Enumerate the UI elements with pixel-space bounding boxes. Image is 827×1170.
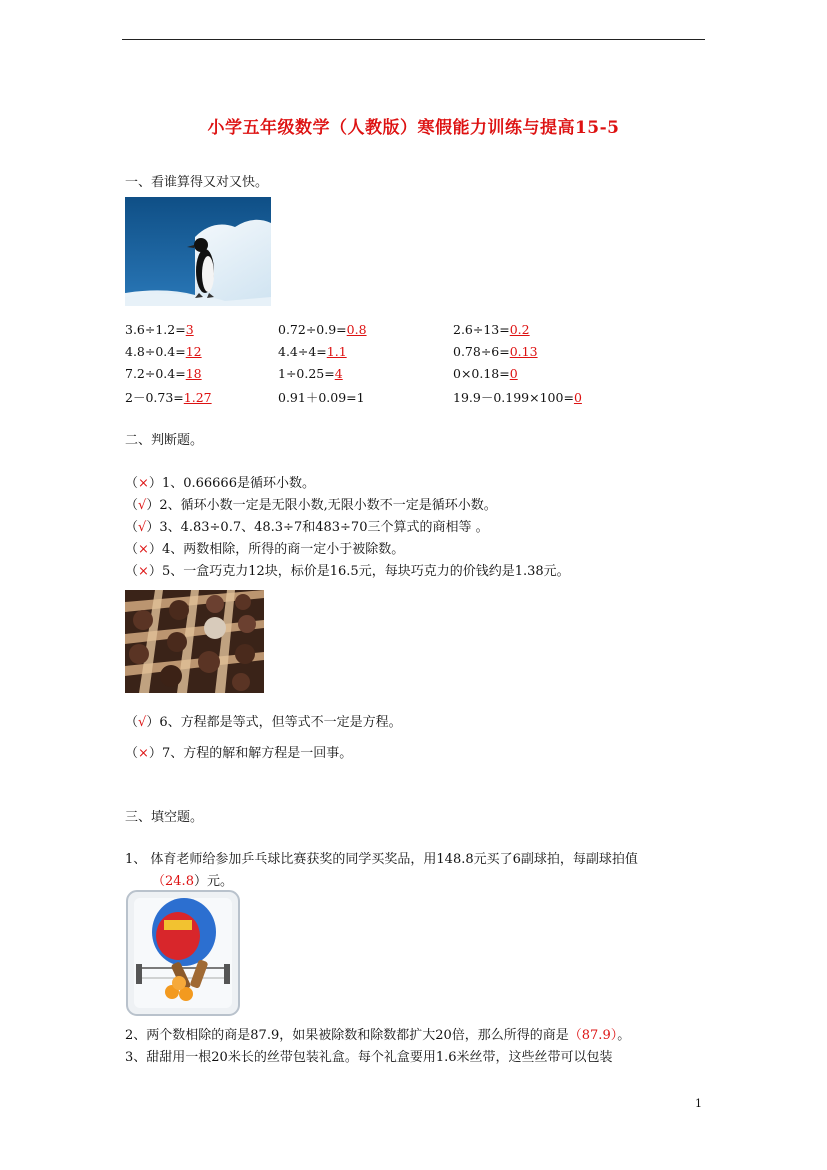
calc-question: 19.9－0.199×100=: [453, 390, 574, 405]
judge-text: 7、方程的解和解方程是一回事。: [161, 746, 353, 761]
section-3-heading: 三、填空题。: [125, 810, 204, 825]
judge-mark: √: [138, 498, 147, 513]
chocolate-box-image: [125, 590, 264, 693]
fill-answer: （87.9）: [568, 1028, 618, 1043]
calc-question: 4.8÷0.4=: [125, 344, 186, 359]
paren-close: ）: [146, 715, 160, 730]
paren-open: （: [152, 874, 166, 889]
judge-item: [125, 711, 402, 730]
paren-close: ）: [148, 746, 162, 761]
calc-answer: 0.2: [509, 322, 530, 337]
judge-text: 6、方程都是等式，但等式不一定是方程。: [159, 715, 402, 730]
calc-question: 0.91＋0.09=1: [278, 390, 365, 405]
calc-answer: 18: [185, 366, 202, 381]
section-2-heading: 二、判断题。: [125, 433, 204, 448]
judge-item: [125, 538, 404, 557]
calc-answer: 12: [185, 344, 202, 359]
fill-question-2: [125, 1024, 630, 1043]
paren-close: ）: [146, 520, 160, 535]
judge-text: 2、循环小数一定是无限小数,无限小数不一定是循环小数。: [159, 498, 497, 513]
judge-mark: ×: [138, 564, 149, 579]
calc-item: [125, 388, 212, 406]
judge-mark: ×: [138, 542, 149, 557]
calc-answer: 1.1: [326, 344, 347, 359]
ping-pong-set-image: [126, 890, 240, 1016]
page-number: 1: [695, 1097, 702, 1110]
paren-close: ）: [146, 498, 160, 513]
judge-mark: ×: [138, 476, 149, 491]
fill-question-3: 3、甜甜用一根20米长的丝带包装礼盒。每个礼盒要用1.6米丝带，这些丝带可以包装: [125, 1050, 613, 1065]
fill-answer: 24.8: [165, 874, 194, 889]
calc-question: 2.6÷13=: [453, 322, 510, 337]
fill-question-1: 1、 体育老师给参加乒乓球比赛获奖的同学买奖品，用148.8元买了6副球拍，每副球拍值: [125, 852, 638, 867]
paren-open: （: [125, 746, 139, 761]
calc-answer: 0.13: [509, 344, 538, 359]
fill-question-1-answer-line: [152, 870, 233, 889]
paren-close: ）: [148, 564, 162, 579]
judge-mark: √: [138, 520, 147, 535]
calc-question: 2－0.73=: [125, 390, 184, 405]
judge-mark: ×: [138, 746, 149, 761]
calc-item: [278, 322, 367, 337]
judge-text: 5、一盒巧克力12块，标价是16.5元，每块巧克力的价钱约是1.38元。: [161, 564, 570, 579]
calc-answer: 0.8: [346, 322, 367, 337]
judge-item: [125, 472, 315, 491]
calc-item: [278, 388, 365, 406]
calc-item: [125, 366, 202, 381]
paren-close: ）: [148, 542, 162, 557]
paren-open: （: [125, 715, 139, 730]
paren-open: （: [125, 520, 139, 535]
header-rule: [122, 39, 705, 40]
judge-item: [125, 516, 489, 535]
calc-item: [453, 366, 518, 381]
page-title: 小学五年级数学（人教版）寒假能力训练与提高15-5: [207, 118, 620, 138]
calc-answer: 3: [185, 322, 194, 337]
calc-item: [125, 322, 194, 337]
answer-suffix: ）元。: [193, 874, 233, 889]
judge-text: 1、0.66666是循环小数。: [161, 476, 315, 491]
calc-item: [278, 344, 347, 359]
judge-item: [125, 560, 570, 579]
paren-open: （: [125, 476, 139, 491]
calc-question: 7.2÷0.4=: [125, 366, 186, 381]
calc-item: [453, 344, 538, 359]
penguin-image: [125, 197, 271, 306]
question-end: 。: [617, 1028, 631, 1043]
calc-answer: 4: [334, 366, 343, 381]
paren-open: （: [125, 564, 139, 579]
paren-close: ）: [148, 476, 162, 491]
paren-open: （: [125, 542, 139, 557]
calc-item: [453, 388, 582, 406]
section-1-heading: 一、看谁算得又对又快。: [125, 175, 269, 190]
calc-question: 4.4÷4=: [278, 344, 327, 359]
question-text: 2、两个数相除的商是87.9，如果被除数和除数都扩大20倍，那么所得的商是: [125, 1028, 569, 1043]
calc-item: [278, 366, 343, 381]
paren-open: （: [125, 498, 139, 513]
calc-answer: 1.27: [183, 390, 212, 405]
calc-item: [453, 322, 530, 337]
calc-item: [125, 344, 202, 359]
calc-answer: 0: [509, 366, 518, 381]
calc-question: 0.78÷6=: [453, 344, 510, 359]
judge-text: 4、两数相除，所得的商一定小于被除数。: [161, 542, 405, 557]
judge-mark: √: [138, 715, 147, 730]
judge-item: [125, 742, 352, 761]
judge-text: 3、4.83÷0.7、48.3÷7和483÷70三个算式的商相等 。: [159, 520, 489, 535]
calc-question: 1÷0.25=: [278, 366, 335, 381]
calc-question: 0.72÷0.9=: [278, 322, 347, 337]
calc-answer: 0: [573, 390, 582, 405]
calc-question: 0×0.18=: [453, 366, 510, 381]
judge-item: [125, 494, 497, 513]
calc-question: 3.6÷1.2=: [125, 322, 186, 337]
